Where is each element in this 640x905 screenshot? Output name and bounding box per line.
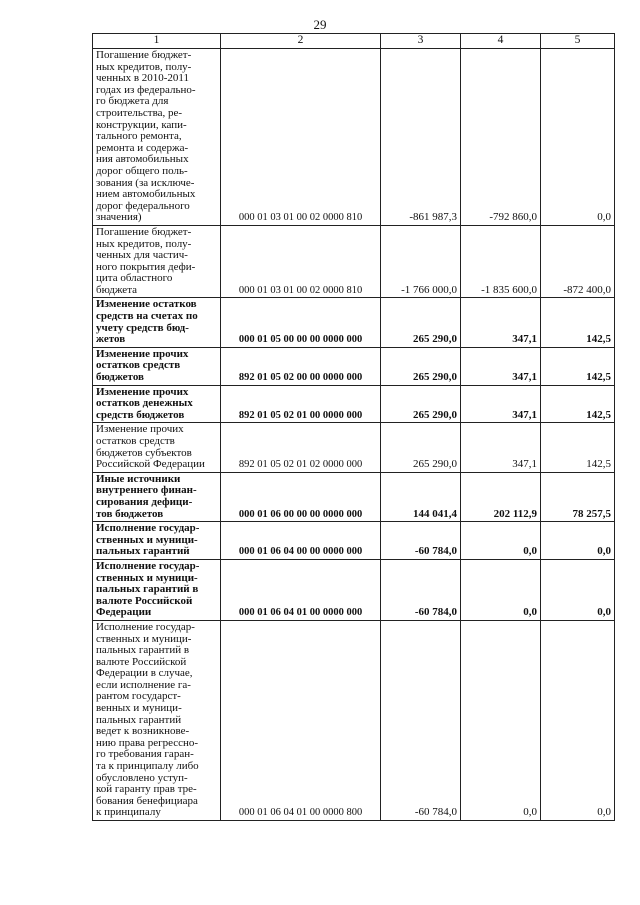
column-header: 5 bbox=[541, 34, 615, 49]
budget-code-cell: 000 01 06 04 00 00 0000 000 bbox=[221, 522, 381, 560]
table-row bbox=[93, 385, 615, 423]
value-col3-cell: -60 784,0 bbox=[381, 620, 461, 820]
value-col5-cell: 0,0 bbox=[541, 49, 615, 226]
row-name-cell: Изменение прочих остатков средств бюджетов субъектов Российской Федерации bbox=[93, 423, 221, 472]
value-col3-cell: -60 784,0 bbox=[381, 522, 461, 560]
value-col3-cell: 265 290,0 bbox=[381, 423, 461, 472]
table-row bbox=[93, 522, 615, 560]
table-row bbox=[93, 472, 615, 521]
row-name-cell: Исполнение государ- ственных и муници- пальных гарантий в валюте Российской Федерации bbox=[93, 559, 221, 620]
value-col3-cell: -60 784,0 bbox=[381, 559, 461, 620]
budget-code-cell: 000 01 06 04 01 00 0000 000 bbox=[221, 559, 381, 620]
budget-code-cell: 000 01 06 04 01 00 0000 800 bbox=[221, 620, 381, 820]
value-col4-cell: 202 112,9 bbox=[461, 472, 541, 521]
value-col4-cell: 0,0 bbox=[461, 559, 541, 620]
value-col4-cell: 347,1 bbox=[461, 298, 541, 347]
value-col3-cell: 144 041,4 bbox=[381, 472, 461, 521]
table-row bbox=[93, 298, 615, 347]
budget-sources-table bbox=[92, 33, 615, 821]
table-row bbox=[93, 49, 615, 226]
value-col4-cell: 347,1 bbox=[461, 423, 541, 472]
value-col4-cell: -792 860,0 bbox=[461, 49, 541, 226]
value-col5-cell: 0,0 bbox=[541, 620, 615, 820]
column-header: 4 bbox=[461, 34, 541, 49]
budget-code-cell: 000 01 06 00 00 00 0000 000 bbox=[221, 472, 381, 521]
budget-code-cell: 892 01 05 02 00 00 0000 000 bbox=[221, 347, 381, 385]
row-name-cell: Исполнение государ- ственных и муници- пальных гарантий в валюте Российской Федерации в случае, если исполнение га- рантом государст- венных и муници- пальных гарантий ведет к возникнове- нию права регрессно- го требования гаран- та к принципалу либо обусловлено уступ- кой гаранту прав тре- бования бенефициара к принципалу bbox=[93, 620, 221, 820]
value-col4-cell: 347,1 bbox=[461, 347, 541, 385]
value-col5-cell: 78 257,5 bbox=[541, 472, 615, 521]
row-name-cell: Погашение бюджет- ных кредитов, полу- ченных для частич- ного покрытия дефи- цита областного бюджета bbox=[93, 225, 221, 298]
column-header: 2 bbox=[221, 34, 381, 49]
budget-code-cell: 892 01 05 02 01 00 0000 000 bbox=[221, 385, 381, 423]
value-col5-cell: 142,5 bbox=[541, 385, 615, 423]
budget-code-cell: 000 01 03 01 00 02 0000 810 bbox=[221, 225, 381, 298]
value-col3-cell: 265 290,0 bbox=[381, 347, 461, 385]
value-col5-cell: -872 400,0 bbox=[541, 225, 615, 298]
value-col3-cell: 265 290,0 bbox=[381, 298, 461, 347]
value-col5-cell: 0,0 bbox=[541, 559, 615, 620]
table-row bbox=[93, 225, 615, 298]
budget-code-cell: 000 01 05 00 00 00 0000 000 bbox=[221, 298, 381, 347]
value-col5-cell: 142,5 bbox=[541, 347, 615, 385]
table-row bbox=[93, 559, 615, 620]
table-row bbox=[93, 423, 615, 472]
value-col3-cell: 265 290,0 bbox=[381, 385, 461, 423]
row-name-cell: Изменение прочих остатков денежных средств бюджетов bbox=[93, 385, 221, 423]
value-col3-cell: -1 766 000,0 bbox=[381, 225, 461, 298]
column-header: 3 bbox=[381, 34, 461, 49]
value-col5-cell: 142,5 bbox=[541, 298, 615, 347]
page-number: 29 bbox=[313, 17, 327, 32]
table-row bbox=[93, 347, 615, 385]
row-name-cell: Иные источники внутреннего финан- сирования дефици- тов бюджетов bbox=[93, 472, 221, 521]
budget-code-cell: 000 01 03 01 00 02 0000 810 bbox=[221, 49, 381, 226]
table-row bbox=[93, 620, 615, 820]
row-name-cell: Исполнение государ- ственных и муници- пальных гарантий bbox=[93, 522, 221, 560]
budget-code-cell: 892 01 05 02 01 02 0000 000 bbox=[221, 423, 381, 472]
row-name-cell: Изменение прочих остатков средств бюджетов bbox=[93, 347, 221, 385]
row-name-cell: Погашение бюджет- ных кредитов, полу- ченных в 2010-2011 годах из федерально- го бюджета для строительства, ре- конструкции, капи- тального ремонта, ремонта и содержа- ния автомобильных дорог общего поль- зования (за исключе- нием автомобильных дорог федерального значения) bbox=[93, 49, 221, 226]
value-col5-cell: 142,5 bbox=[541, 423, 615, 472]
value-col3-cell: -861 987,3 bbox=[381, 49, 461, 226]
value-col5-cell: 0,0 bbox=[541, 522, 615, 560]
column-header: 1 bbox=[93, 34, 221, 49]
value-col4-cell: 0,0 bbox=[461, 522, 541, 560]
row-name-cell: Изменение остатков средств на счетах по учету средств бюд- жетов bbox=[93, 298, 221, 347]
value-col4-cell: 347,1 bbox=[461, 385, 541, 423]
value-col4-cell: 0,0 bbox=[461, 620, 541, 820]
value-col4-cell: -1 835 600,0 bbox=[461, 225, 541, 298]
table-header-row bbox=[93, 34, 615, 49]
